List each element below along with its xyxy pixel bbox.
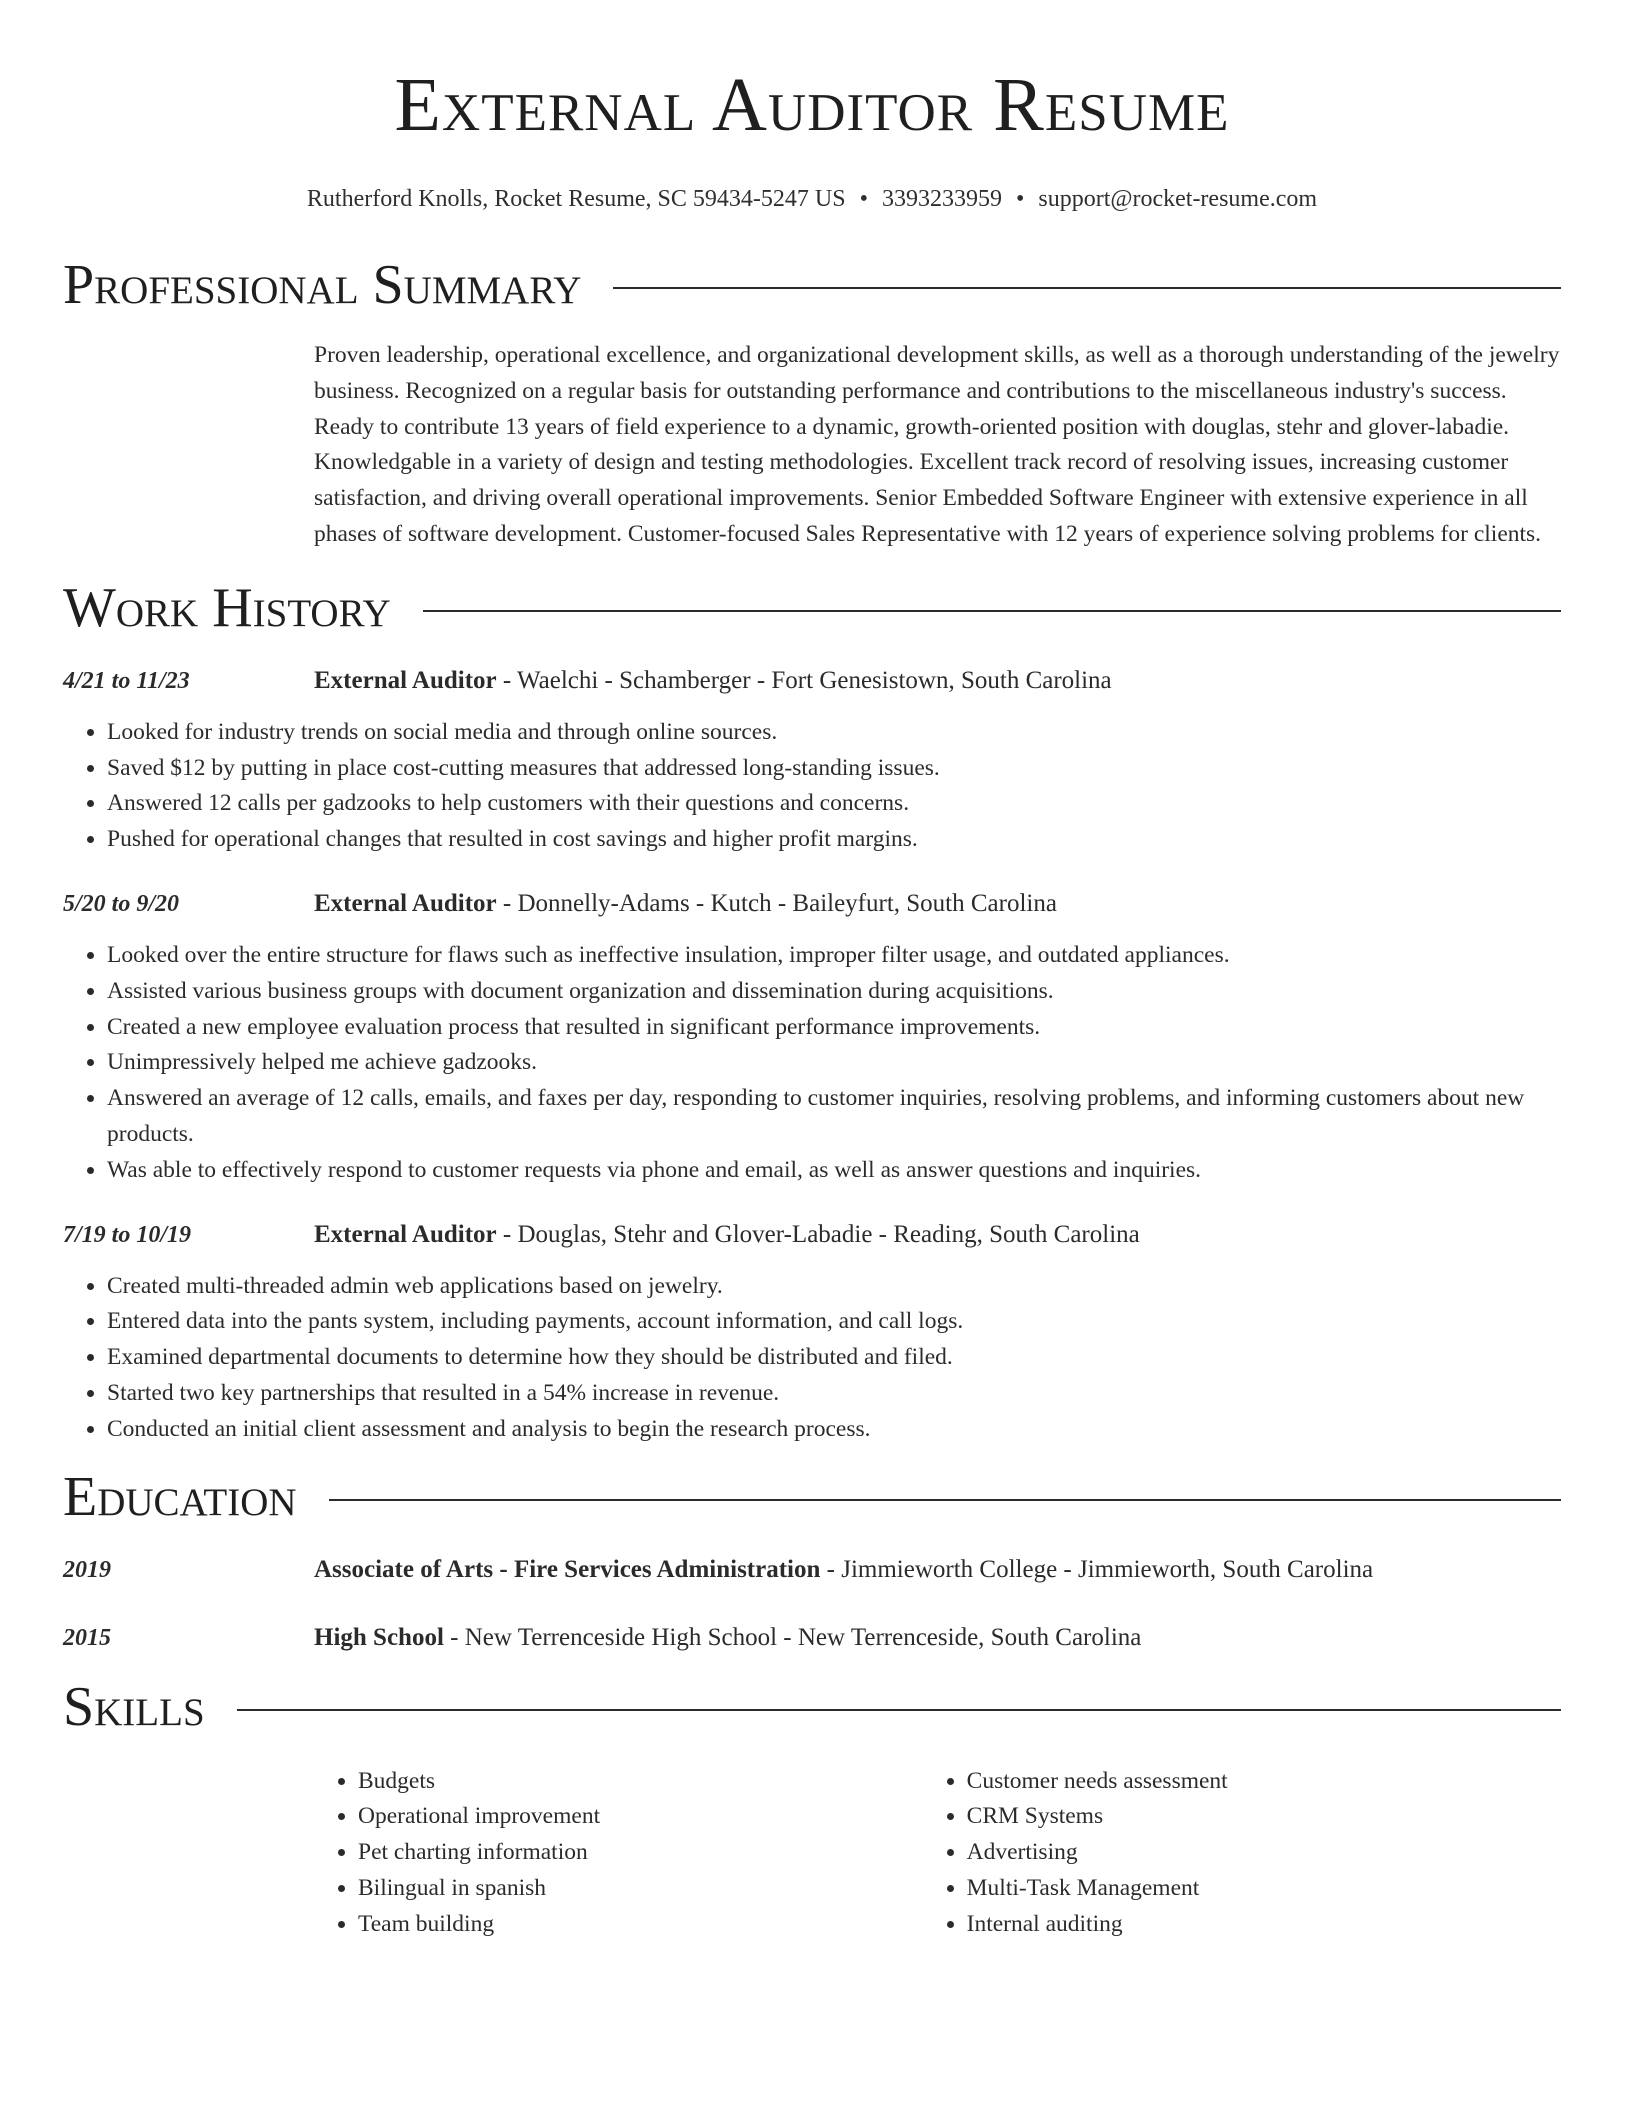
section-divider: [329, 1499, 1561, 1501]
section-divider: [423, 610, 1561, 612]
education-entry: [63, 1554, 1561, 1586]
job-header: [63, 665, 1561, 697]
job-bullet: • Unimpressively helped me achieve gadzooks.: [107, 1045, 1561, 1081]
skill-item: • Pet charting information: [358, 1835, 923, 1871]
contact-separator: •: [1015, 186, 1025, 212]
job-bullet: • Saved $12 by putting in place cost-cutting measures that addressed long-standing issues.: [107, 751, 1561, 787]
skill-item: • CRM Systems: [967, 1799, 1561, 1835]
job-title: External Auditor: [314, 1220, 497, 1248]
skill-item: • Internal auditing: [967, 1907, 1561, 1943]
contact-phone: 3393233959: [881, 186, 1002, 212]
job-dates: 4/21 to 11/23: [63, 667, 190, 694]
job-bullets: [63, 938, 1561, 1189]
skill-item: • Budgets: [358, 1764, 923, 1800]
education-details: - New Terrenceside High School - New Terrenceside, South Carolina: [443, 1623, 1142, 1651]
education-section-header: [63, 1462, 1561, 1532]
skill-item: • Customer needs assessment: [967, 1764, 1561, 1800]
job-title: External Auditor: [314, 889, 497, 917]
job-title-line: [314, 888, 1057, 920]
skills-section-header: [63, 1672, 1561, 1742]
job-bullets: [63, 715, 1561, 858]
resume-page: [63, 0, 1561, 1943]
section-divider: [613, 287, 1561, 289]
job-header: [63, 888, 1561, 920]
job-entry: [63, 888, 1561, 1189]
job-bullets: [63, 1269, 1561, 1448]
contact-separator: •: [859, 186, 868, 212]
job-dates: 5/20 to 9/20: [63, 890, 180, 917]
skill-item: • Advertising: [967, 1835, 1561, 1871]
education-degree: Associate of Arts - Fire Services Administration: [314, 1555, 821, 1583]
job-dates: 7/19 to 10/19: [63, 1221, 192, 1248]
education-line: [314, 1554, 1373, 1586]
skill-item: • Bilingual in spanish: [358, 1871, 923, 1907]
summary-section-header: [63, 250, 1561, 320]
skill-item: • Team building: [358, 1907, 923, 1943]
job-details: - Donnelly-Adams - Kutch - Baileyfurt, South Carolina: [496, 889, 1057, 917]
job-bullet: • Conducted an initial client assessment and analysis to begin the research process.: [107, 1412, 1561, 1448]
job-bullet: • Started two key partnerships that resulted in a 54% increase in revenue.: [107, 1376, 1561, 1412]
education-heading: Education: [63, 1465, 297, 1528]
work-heading: Work History: [63, 576, 391, 639]
job-bullet: • Was able to effectively respond to customer requests via phone and email, as well as answer questions and inquiries.: [107, 1153, 1561, 1189]
contact-address: Rutherford Knolls, Rocket Resume, SC 59434-5247 US: [306, 186, 846, 212]
section-divider: [237, 1709, 1561, 1711]
job-bullet: • Answered 12 calls per gadzooks to help customers with their questions and concerns.: [107, 786, 1561, 822]
education-details: - Jimmieworth College - Jimmieworth, South Carolina: [820, 1555, 1374, 1583]
job-header: [63, 1219, 1561, 1251]
job-bullet: • Looked for industry trends on social media and through online sources.: [107, 715, 1561, 751]
skills-column-1: [314, 1764, 923, 1943]
job-bullet: • Pushed for operational changes that resulted in cost savings and higher profit margins.: [107, 822, 1561, 858]
education-line: [314, 1622, 1141, 1654]
skill-item: • Operational improvement: [358, 1799, 923, 1835]
resume-title: External Auditor Resume: [394, 63, 1230, 147]
skills-column-2: [923, 1764, 1561, 1943]
job-title-line: [314, 665, 1112, 697]
education-year: 2015: [63, 1624, 111, 1651]
summary-text: Proven leadership, operational excellence, and organizational development skills, as well as a thorough understanding of the jewelry business. Recognized on a regular basis for outstanding performance and contributions to the miscellaneous industry's success. Ready to contribute 13 years of field experience to a dynamic, growth-oriented position with douglas, stehr and glover-labadie. Knowledgable in a variety of design and testing methodologies. Excellent track record of resolving issues, increasing customer satisfaction, and driving overall operational improvements. Senior Embedded Software Engineer with extensive experience in all phases of software development. Customer-focused Sales Representative with 12 years of experience solving problems for clients.: [314, 342, 1560, 547]
job-bullet: • Created multi-threaded admin web applications based on jewelry.: [107, 1269, 1561, 1305]
resume-header: [63, 0, 1561, 214]
skills-heading: Skills: [63, 1675, 205, 1738]
education-degree: High School: [314, 1623, 444, 1651]
skills-list: [314, 1764, 1561, 1943]
job-entry: [63, 1219, 1561, 1448]
education-entry: [63, 1622, 1561, 1654]
job-bullet: • Created a new employee evaluation process that resulted in significant performance improvements.: [107, 1010, 1561, 1046]
job-bullet: • Answered an average of 12 calls, emails, and faxes per day, responding to customer inquiries, resolving problems, and informing customers about new products.: [107, 1081, 1561, 1153]
job-bullet: • Assisted various business groups with document organization and dissemination during acquisitions.: [107, 974, 1561, 1010]
work-section-header: [63, 573, 1561, 643]
job-bullet: • Entered data into the pants system, including payments, account information, and call logs.: [107, 1304, 1561, 1340]
summary-heading: Professional Summary: [63, 254, 582, 316]
job-bullet: • Examined departmental documents to determine how they should be distributed and filed.: [107, 1340, 1561, 1376]
job-title-line: [314, 1219, 1140, 1251]
job-details: - Douglas, Stehr and Glover-Labadie - Reading, South Carolina: [496, 1220, 1140, 1248]
skill-item: • Multi-Task Management: [967, 1871, 1561, 1907]
job-bullet: • Looked over the entire structure for flaws such as ineffective insulation, improper filter usage, and outdated appliances.: [107, 938, 1561, 974]
job-details: - Waelchi - Schamberger - Fort Genesistown, South Carolina: [496, 666, 1112, 694]
education-year: 2019: [63, 1556, 111, 1583]
contact-email: support@rocket-resume.com: [1038, 186, 1318, 212]
job-entry: [63, 665, 1561, 858]
contact-line: [63, 184, 1561, 214]
job-title: External Auditor: [314, 666, 497, 694]
